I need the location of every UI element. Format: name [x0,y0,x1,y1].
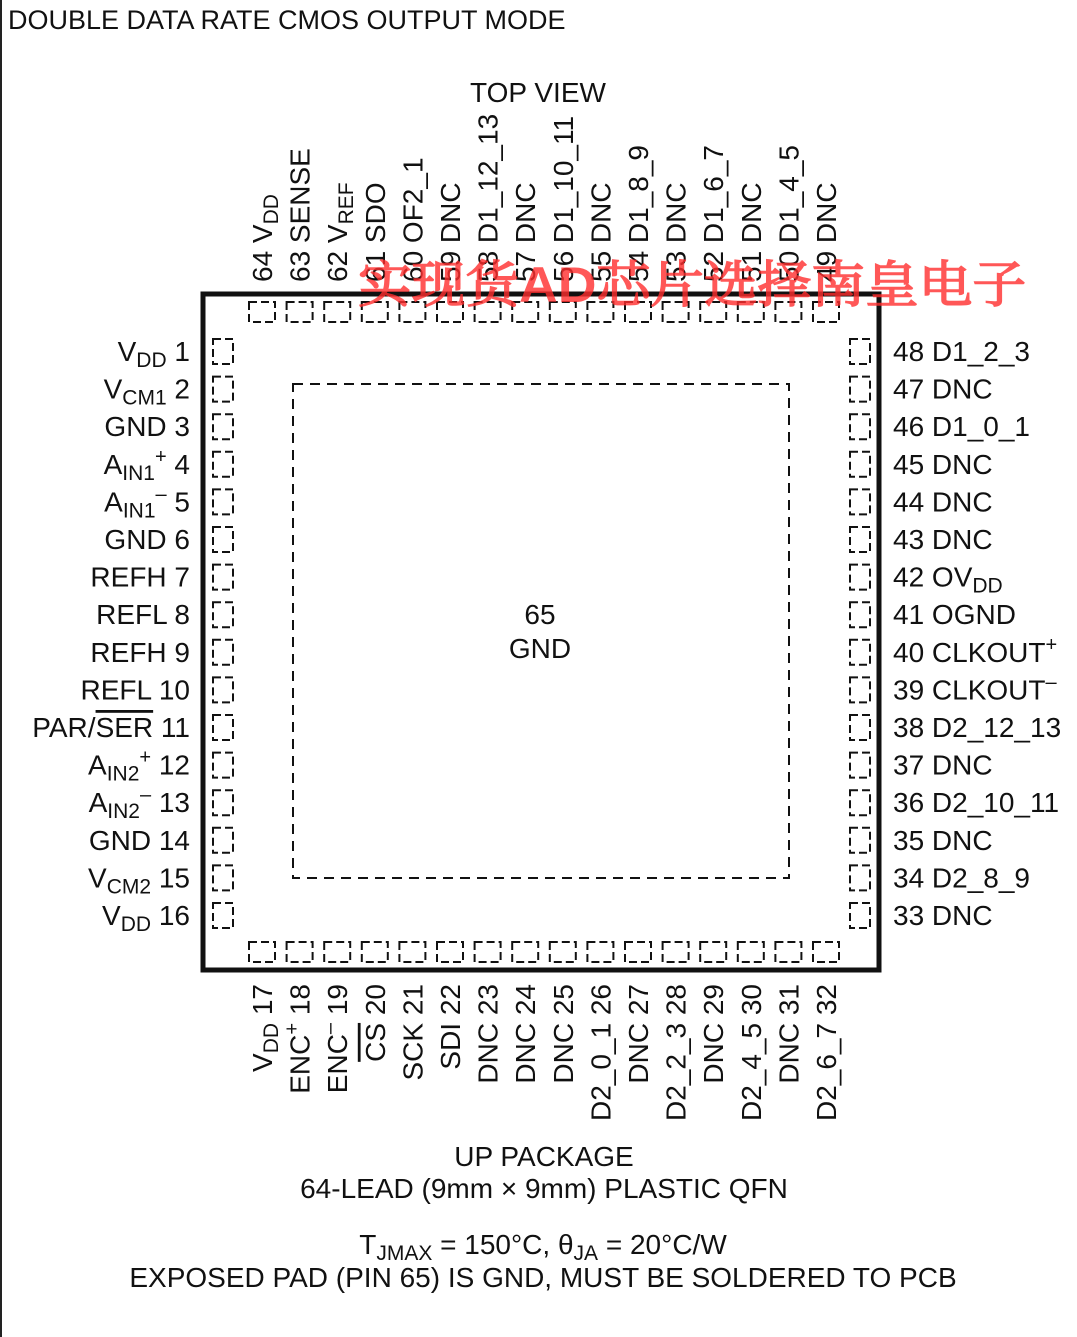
superscript: – [155,483,167,506]
label-text: 45 DNC [893,448,993,480]
pin-pad-23 [475,942,501,962]
label-text: SDI 22 [435,984,466,1070]
pin-label-12 [88,747,190,786]
subscript: DD [120,913,152,936]
label-text: 50 D1_4_5 [773,144,805,282]
exposed-pad-note: EXPOSED PAD (PIN 65) IS GND, MUST BE SOLDERED TO PCB [129,1262,957,1293]
label-text: 62 V [322,224,354,282]
label-text: 49 DNC [811,182,842,282]
pin-pad-25 [550,942,576,962]
pin-label-13 [89,784,190,823]
pin-label-14 [89,825,190,856]
pin-pad-37 [850,753,870,778]
label-text: 44 DNC [893,486,993,518]
pin-pad-63 [287,302,313,322]
label-text: 36 D2_10_11 [893,787,1060,819]
exposed-pad-name: GND [508,633,572,664]
pin-label-62 [322,182,358,282]
pin-label-2 [104,374,190,410]
pin-label-41 [893,599,1016,630]
label-text: V [247,1053,278,1072]
pin-pad-31 [775,942,801,962]
pin-pad-11 [213,715,233,740]
label-text: 56 D1_10_11 [547,115,579,282]
label-text: 38 D2_12_13 [893,712,1062,743]
label-text: GND 6 [104,524,190,555]
subscript: IN1 [122,461,155,485]
pin-label-35 [893,825,993,856]
exposed-pad-outline [293,384,789,878]
pin-pad-10 [213,677,233,702]
pin-pad-27 [625,942,651,962]
subscript: DD [260,194,283,225]
watermark: 实现货AD芯片选择南皇电子 [358,257,1026,313]
pin-label-39 [893,671,1058,705]
pin-pad-39 [850,677,870,702]
label-text: 17 [247,984,278,1023]
label-text: 15 [151,862,190,894]
pin-pad-14 [213,828,233,853]
label-text: 51 DNC [735,182,767,282]
label-text: 2 [166,373,190,405]
label-text: REFH 9 [90,636,190,668]
label-text: 60 OF2_1 [397,157,429,282]
pin-pad-2 [213,377,233,402]
pin-label-28 [661,984,692,1121]
pin-pad-48 [850,339,870,364]
pin-label-45 [893,449,993,480]
pin-label-23 [473,984,504,1084]
superscript: + [1045,633,1058,656]
label-text: 33 DNC [893,900,993,931]
superscript: + [139,746,152,769]
superscript: – [139,784,152,807]
label-text: V [102,900,121,931]
label-text: ENC [322,1034,354,1094]
pin-label-44 [893,486,993,517]
package-description: 64-LEAD (9mm × 9mm) PLASTIC QFN [300,1173,788,1204]
pin-label-32 [811,984,842,1121]
label-text: DNC 27 [623,984,654,1084]
label-text: 16 [151,900,190,931]
pin-label-43 [893,524,993,555]
label-text: 58 D1_12_13 [472,113,504,282]
pin-pad-18 [287,942,313,962]
label-text: A [88,787,108,819]
package-name: UP PACKAGE [454,1141,634,1172]
subscript: DD [972,574,1003,598]
label-text: 1 [166,336,190,367]
label-text: A [104,486,123,518]
label-text: D2_0_1 26 [585,984,617,1122]
label-text: 37 DNC [893,749,993,781]
pin-pad-45 [850,452,870,477]
label-text: DNC 29 [698,984,730,1084]
pin-pad-8 [213,602,233,627]
pin-label-37 [893,750,993,781]
pin-pad-43 [850,527,870,552]
label-text: 40 CLKOUT [893,636,1046,668]
label-text: T [359,1229,377,1260]
pin-pad-46 [850,414,870,439]
subscript: DD [260,1022,283,1054]
pin-label-4 [104,446,190,485]
label-text: 34 D2_8_9 [893,862,1031,894]
pin-pad-7 [213,565,233,590]
pin-label-17 [247,984,283,1072]
label-text: REFL 10 [80,674,190,706]
label-text: 64 V [247,224,278,282]
label-text: PAR/ [32,712,96,743]
label-text: 20 [359,984,391,1023]
pin-pad-19 [324,942,350,962]
pin-label-19 [319,984,353,1093]
subscript: JMAX [376,1242,433,1265]
label-text: 13 [151,787,190,819]
pin-pads [213,302,870,962]
pin-label-26 [585,984,616,1121]
label-text: GND 3 [104,411,190,443]
pin-pad-1 [213,339,233,364]
overbar-text: CS [359,1022,391,1062]
pin-label-11 [32,712,190,743]
label-text: 61 SDO [359,182,391,282]
label-text: D2_2_3 28 [660,984,692,1122]
superscript: + [154,445,167,468]
label-text: 5 [166,486,190,518]
pin-pad-5 [213,489,233,514]
label-text: 41 OGND [893,599,1016,631]
label-text: 18 [284,984,316,1023]
pin-pad-12 [213,753,233,778]
pin-label-27 [623,984,654,1084]
pin-pad-21 [399,942,425,962]
label-text: V [117,336,137,367]
label-text: DNC 24 [510,984,542,1084]
pin-pad-41 [850,602,870,627]
label-text: 48 D1_2_3 [893,336,1031,367]
pin-pad-36 [850,790,870,815]
pin-pad-9 [213,640,233,665]
pin-label-29 [698,984,729,1084]
pin-pad-22 [437,942,463,962]
pin-pad-29 [700,942,726,962]
pin-pad-44 [850,489,870,514]
pin-pad-17 [249,942,275,962]
pin-label-38 [893,712,1061,743]
pin-label-8 [96,599,190,630]
label-text: D2_4_5 30 [735,984,767,1122]
pin-label-47 [893,374,993,405]
pin-label-40 [893,634,1057,668]
label-text: 55 DNC [585,182,617,282]
label-text: 53 DNC [660,182,692,282]
pin-pad-16 [213,903,233,928]
pin-label-1 [118,336,190,372]
label-text: 63 SENSE [284,148,316,282]
pin-label-30 [736,984,767,1121]
pin-label-3 [104,411,190,442]
pin-pad-3 [213,414,233,439]
subscript: DD [136,349,167,372]
pin-label-9 [90,637,190,668]
label-text: 11 [153,712,190,743]
pin-pad-15 [213,865,233,890]
pin-label-48 [893,336,1030,367]
pin-pad-40 [850,640,870,665]
label-text: GND 14 [88,824,190,856]
pin-pad-4 [213,452,233,477]
label-text: 57 DNC [510,182,542,282]
pin-pad-38 [850,715,870,740]
pin-pad-13 [213,790,233,815]
label-text: 19 [322,984,354,1023]
subscript: REF [335,182,359,225]
label-text: V [103,373,123,405]
pin-pad-20 [362,942,388,962]
pin-label-24 [510,984,541,1084]
pin-pad-6 [213,527,233,552]
pin-label-31 [773,984,804,1084]
pin-label-18 [282,984,316,1094]
label-text: 54 D1_8_9 [623,144,654,282]
label-text: 35 DNC [893,824,993,856]
mode-title: DOUBLE DATA RATE CMOS OUTPUT MODE [8,5,566,35]
label-text: = 20°C/W [598,1229,727,1260]
label-text: = 150°C, θ [432,1229,574,1260]
package-body [203,294,879,970]
pin-pad-42 [850,565,870,590]
label-text: A [88,749,107,781]
label-text: 42 OV [893,561,973,593]
label-text: DNC 25 [547,984,579,1084]
label-text: REFL 8 [96,599,190,631]
view-label: TOP VIEW [470,77,606,108]
label-text: 43 DNC [893,524,993,555]
subscript: IN1 [122,499,156,523]
label-text: 12 [151,749,190,781]
label-text: A [103,448,123,480]
overbar-text: SER [95,712,154,743]
label-text: DNC 31 [773,984,805,1084]
pin-pad-64 [249,302,275,322]
label-text: 39 CLKOUT [893,674,1046,706]
label-text: V [88,862,107,894]
pin-pad-35 [850,828,870,853]
pin-label-16 [102,900,190,936]
label-text: ENC [284,1034,316,1094]
pin-pad-24 [512,942,538,962]
pin-pad-47 [850,377,870,402]
label-text: 52 D1_6_7 [698,144,730,282]
pin-label-64 [247,194,283,282]
pin-label-22 [435,984,466,1070]
pin-label-34 [893,862,1030,893]
superscript: + [281,1022,304,1035]
label-text: 46 D1_0_1 [893,411,1031,443]
pin-pad-33 [850,903,870,928]
subscript: IN2 [107,800,140,824]
exposed-pad-number: 65 [524,599,556,630]
label-text: D2_6_7 32 [811,984,842,1122]
superscript: – [319,1022,342,1035]
pin-label-7 [90,562,190,593]
pin-label-6 [104,524,190,555]
superscript: – [1045,671,1057,694]
pin-label-25 [548,984,579,1084]
pin-pad-28 [663,942,689,962]
pin-pad-32 [813,942,839,962]
pin-label-46 [893,411,1030,442]
pin-label-5 [104,483,190,522]
subscript: JA [573,1242,599,1265]
thermal-spec [359,1229,727,1265]
pin-label-36 [893,787,1059,818]
pin-label-15 [88,862,190,898]
label-text: DNC 23 [472,984,504,1084]
pin-label-21 [397,984,428,1081]
pin-pad-34 [850,865,870,890]
label-text: 4 [166,448,190,480]
label-text: SCK 21 [397,984,429,1081]
pin-label-20 [360,984,391,1062]
pin-label-10 [81,674,190,705]
label-text: REFH 7 [90,561,190,593]
pin-pad-26 [587,942,613,962]
subscript: CM2 [106,875,152,899]
label-text: 59 DNC [435,182,466,282]
subscript: CM1 [122,386,167,410]
pin-pad-30 [738,942,764,962]
subscript: IN2 [106,762,140,786]
pin-label-63 [285,148,316,282]
pin-pad-62 [324,302,350,322]
pin-label-33 [893,900,993,931]
label-text: 47 DNC [893,373,993,405]
pin-label-42 [893,562,1003,598]
